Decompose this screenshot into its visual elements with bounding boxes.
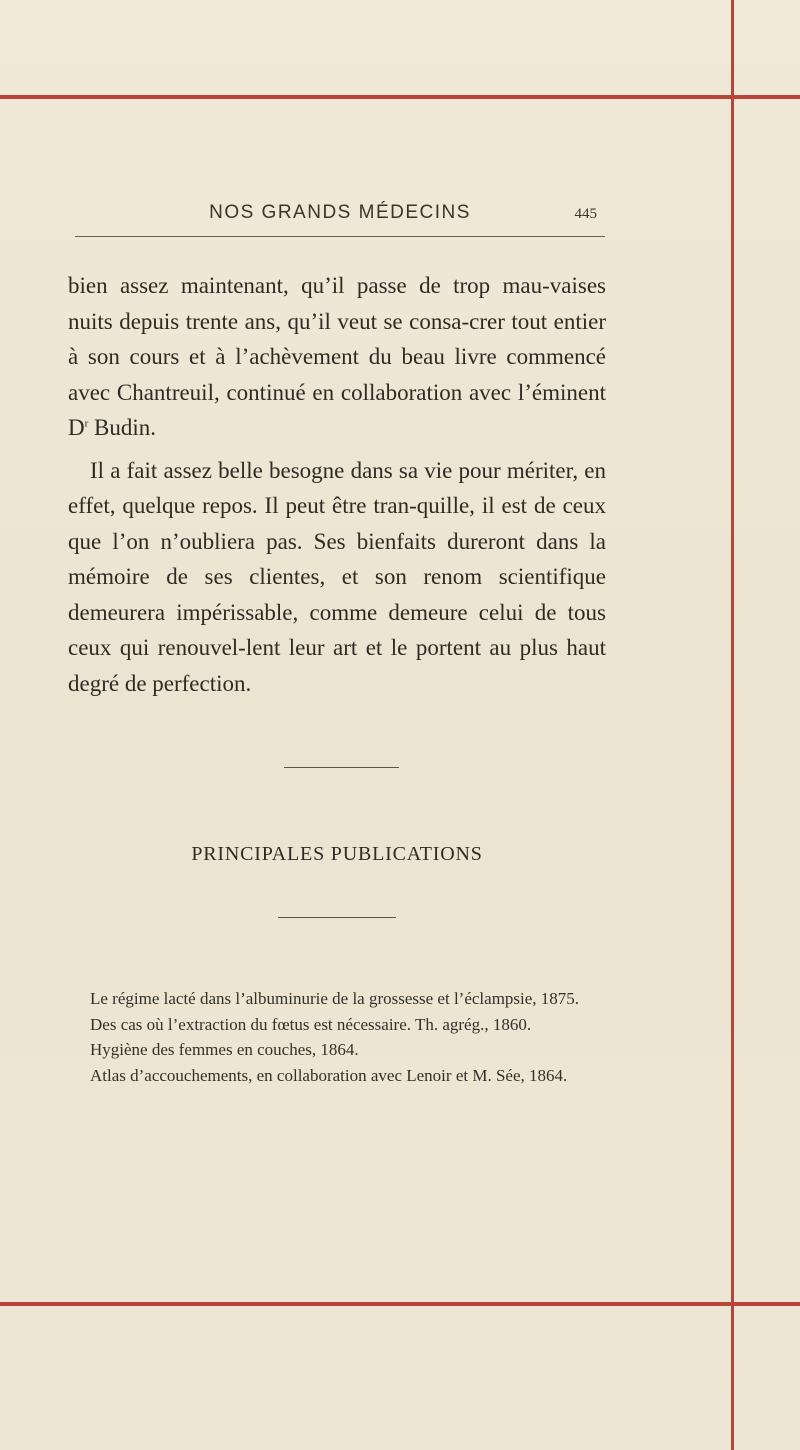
publication-item: Atlas d’accouchements, en collaboration avec Lenoir et M. Sée, 1864. — [90, 1065, 568, 1085]
paragraph-1-superscript: r — [84, 417, 89, 430]
paragraph-1-text: bien assez maintenant, qu’il passe de trop mau-vaises nuits depuis trente ans, qu’il veut se consa-crer tout entier à son cours et à l’achèvement du beau livre commencé avec Chantreuil, continué en collaboration avec l’éminent D — [68, 273, 606, 440]
body-text — [68, 268, 606, 701]
paragraph-1-end: Budin. — [88, 415, 157, 440]
red-rule-top — [0, 95, 800, 99]
header-rule — [75, 236, 605, 237]
red-rule-right — [731, 0, 734, 1450]
running-head — [75, 200, 605, 230]
running-title: NOS GRANDS MÉDECINS — [209, 202, 471, 223]
page-number: 445 — [574, 206, 597, 222]
red-rule-bottom — [0, 1302, 800, 1306]
publication-item: Hygiène des femmes en couches, 1864. — [90, 1040, 359, 1059]
section-rule-lower — [278, 917, 396, 918]
section-title: PRINCIPALES PUBLICATIONS — [191, 843, 483, 865]
paragraph-2: Il a fait assez belle besogne dans sa vie pour mériter, en effet, quelque repos. Il peut être tran-quille, il est de ceux que l’on n’oubliera pas. Ses bienfaits dureront dans la mémoire de ses clientes, et son renom scientifique demeurera impérissable, comme demeure celui de tous ceux qui renouvel-lent leur art et le portent au plus haut degré de perfection. — [68, 457, 606, 696]
publications-list — [68, 986, 606, 1088]
publication-item: Le régime lacté dans l’albuminurie de la grossesse et l’éclampsie, 1875. — [90, 989, 580, 1008]
paragraph-1 — [68, 268, 606, 446]
publication-item: Des cas où l’extraction du fœtus est nécessaire. Th. agrég., 1860. — [90, 1014, 532, 1034]
section-rule-upper — [284, 767, 399, 768]
